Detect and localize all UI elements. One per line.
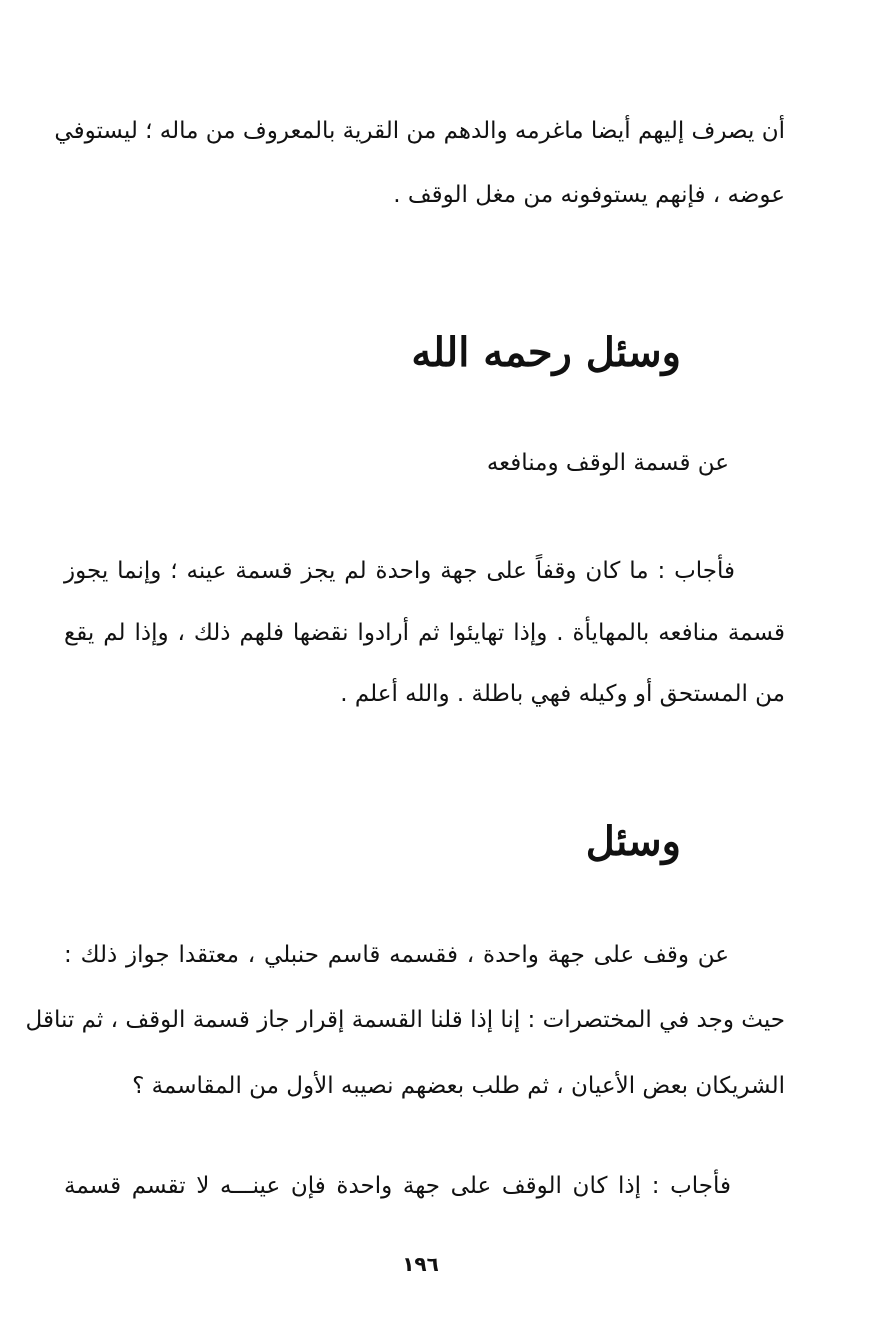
paragraph-line: عوضه ، فإنهم يستوفونه من مغل الوقف . [393, 182, 785, 208]
answer-line: قسمة منافعه بالمهايأة . وإذا تهايئوا ثم أرادوا نقضها فلهم ذلك ، وإذا لم يقع [64, 620, 785, 646]
question-line: الشريكان بعض الأعيان ، ثم طلب بعضهم نصيبه الأول من المقاسمة ؟ [132, 1073, 785, 1099]
page-number: ١٩٦ [402, 1252, 439, 1276]
section-heading: وسئل [585, 818, 681, 865]
answer-line: فأجاب : ما كان وقفاً على جهة واحدة لم يجز قسمة عينه ؛ وإنما يجوز [64, 558, 735, 584]
answer-line: من المستحق أو وكيله فهي باطلة . والله أعلم . [340, 681, 785, 707]
question-line: حيث وجد في المختصرات : إنا إذا قلنا القسمة إقرار جاز قسمة الوقف ، ثم تناقل [25, 1007, 785, 1033]
paragraph-line: أن يصرف إليهم أيضا ماغرمه والدهم من القرية بالمعروف من ماله ؛ ليستوفي [54, 118, 785, 144]
question-line: عن قسمة الوقف ومنافعه [486, 450, 729, 476]
answer-line: فأجاب : إذا كان الوقف على جهة واحدة فإن عينـــه لا تقسم قسمة [64, 1173, 731, 1199]
section-heading: وسئل رحمه الله [411, 329, 681, 376]
question-line: عن وقف على جهة واحدة ، فقسمه قاسم حنبلي ، معتقدا جواز ذلك : [64, 942, 729, 968]
